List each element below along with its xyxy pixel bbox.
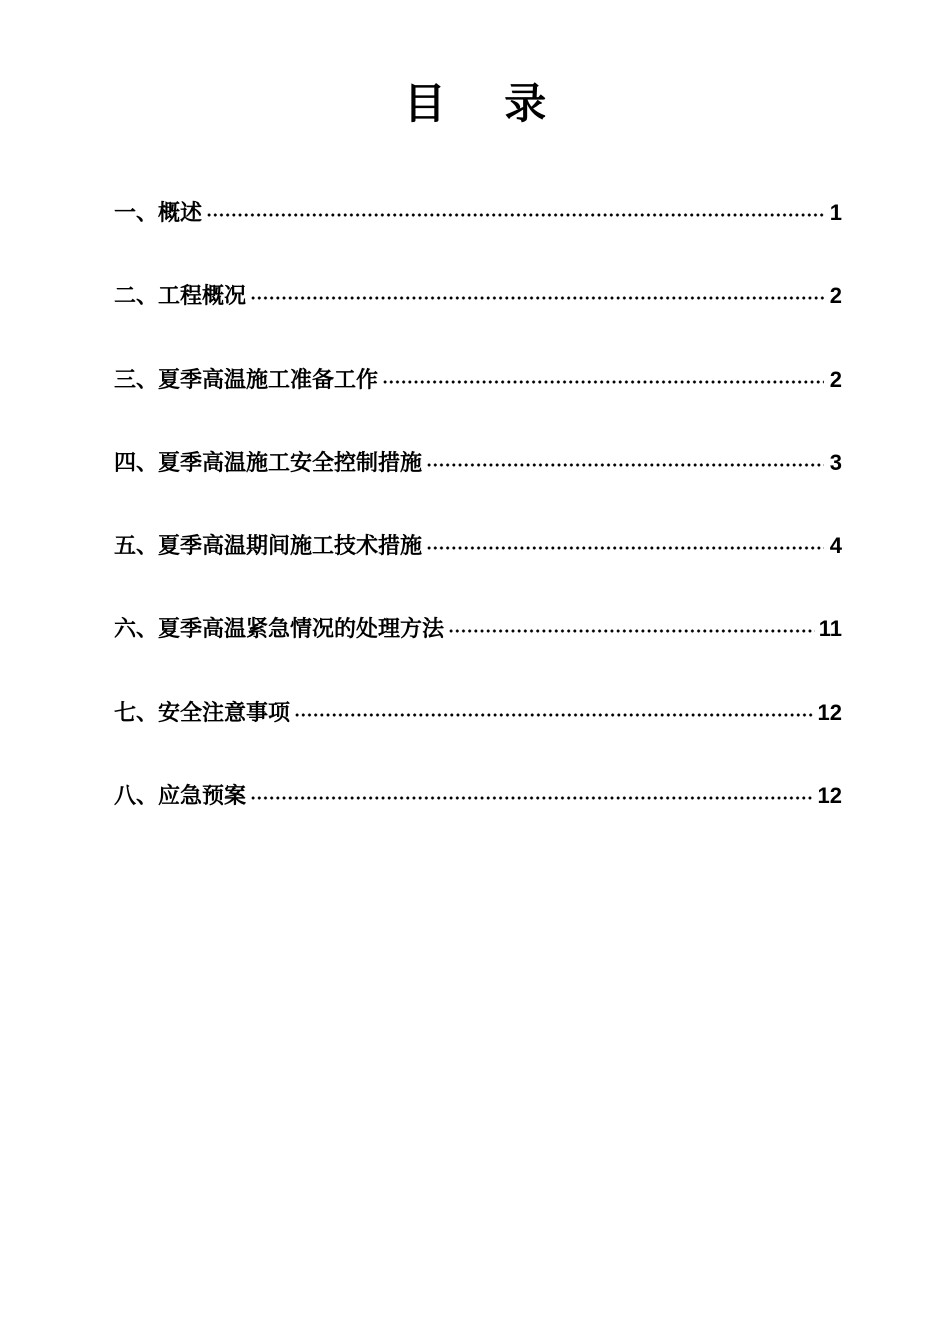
toc-entry-text: 五、夏季高温期间施工技术措施	[114, 534, 423, 560]
toc-dot-leader	[382, 379, 824, 385]
toc-entry[interactable]	[114, 190, 842, 273]
toc-dot-leader	[250, 795, 814, 801]
toc-page-number: 12	[817, 783, 842, 809]
toc-page-number: 1	[829, 200, 842, 225]
toc-page-number: 12	[817, 699, 842, 725]
toc-dot-leader	[294, 712, 814, 718]
toc-entry[interactable]	[114, 357, 842, 440]
toc-dot-leader	[206, 212, 824, 218]
toc-entry-text: 八、应急预案	[114, 784, 247, 810]
toc-entry-text: 一、概述	[114, 201, 203, 226]
toc-page-number: 2	[829, 283, 842, 309]
toc-dot-leader	[426, 462, 824, 468]
toc-page-number: 3	[829, 449, 842, 475]
toc-dot-leader	[250, 295, 824, 301]
toc-entry[interactable]	[114, 773, 842, 856]
toc-page-number: 11	[818, 616, 842, 642]
toc-entry[interactable]	[114, 606, 842, 689]
toc-entry-text: 六、夏季高温紧急情况的处理方法	[114, 617, 445, 643]
toc-page-number: 2	[829, 366, 842, 392]
toc-entry-text: 三、夏季高温施工准备工作	[114, 367, 379, 393]
toc-dot-leader	[448, 628, 815, 634]
toc-dot-leader	[426, 545, 824, 551]
toc-entry[interactable]	[114, 273, 842, 356]
toc-entry-text: 二、工程概况	[114, 284, 247, 310]
toc-title: 目 录	[403, 79, 569, 128]
toc-entry[interactable]	[114, 523, 842, 606]
toc-page-number: 4	[829, 533, 842, 559]
toc-entry[interactable]	[114, 440, 842, 523]
toc-entry-text: 七、安全注意事项	[114, 700, 291, 726]
toc-entry[interactable]	[114, 690, 842, 773]
toc-entry-text: 四、夏季高温施工安全控制措施	[114, 450, 423, 476]
toc-list	[114, 190, 842, 856]
